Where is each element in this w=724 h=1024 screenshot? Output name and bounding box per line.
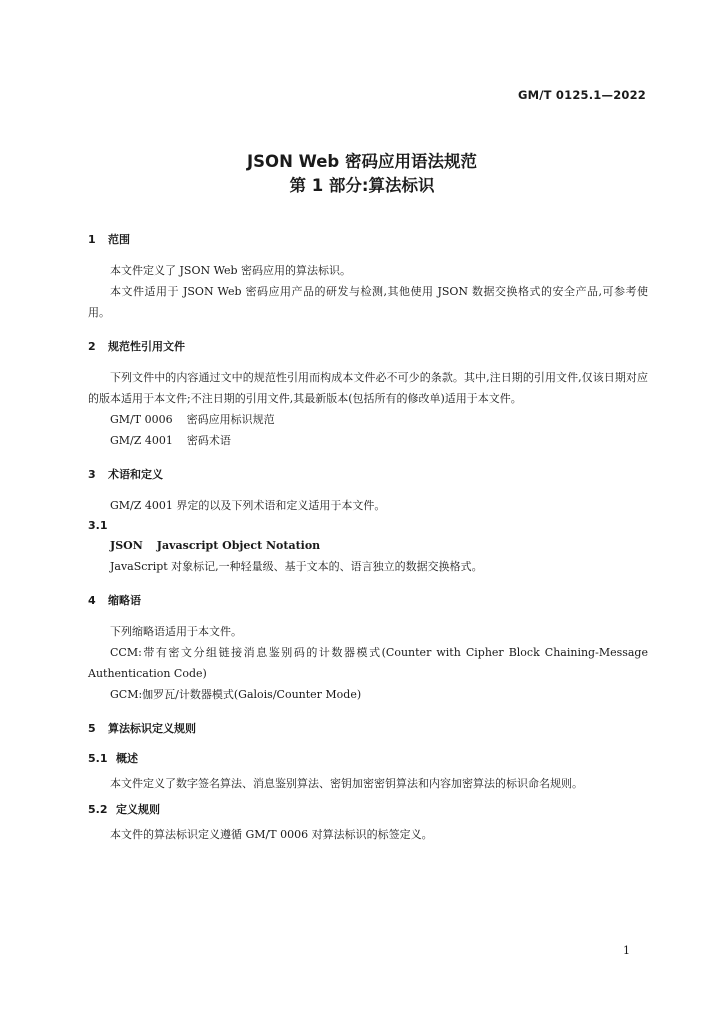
reference-name: 密码应用标识规范 [186, 413, 275, 426]
paragraph: 下列缩略语适用于本文件。 [110, 625, 242, 638]
subsection-number: 5.2 [88, 803, 108, 816]
subsection-title: 定义规则 [116, 803, 160, 816]
reference-name: 密码术语 [186, 434, 231, 447]
term-full: Javascript Object Notation [156, 539, 321, 552]
section-2-heading [88, 337, 648, 357]
document-body [88, 230, 648, 845]
section-number: 2 [88, 340, 96, 353]
paragraph: 本文件定义了 JSON Web 密码应用的算法标识。 [110, 264, 352, 277]
section-5-heading [88, 719, 648, 739]
term-definition: JavaScript 对象标记,一种轻量级、基于文本的、语言独立的数据交换格式。 [110, 560, 483, 573]
section-3-heading [88, 465, 648, 485]
abbreviation-ccm: CCM:带有密文分组链接消息鉴别码的计数器模式(Counter with Cipher Block Chaining-Message Authentication Code) [88, 646, 648, 680]
section-4-heading [88, 591, 648, 611]
standard-code: GM/T 0125.1—2022 [517, 88, 646, 102]
section-number: 1 [88, 233, 96, 246]
paragraph: 本文件定义了数字签名算法、消息鉴别算法、密钥加密密钥算法和内容加密算法的标识命名规则。 [110, 777, 583, 790]
section-5-1-heading [88, 749, 648, 769]
paragraph: GM/Z 4001 界定的以及下列术语和定义适用于本文件。 [110, 499, 386, 512]
document-title [0, 150, 724, 198]
section-1-heading [88, 230, 648, 250]
section-title: 规范性引用文件 [108, 340, 185, 353]
reference-code: GM/T 0006 [110, 413, 173, 426]
term-abbr: JSON [110, 539, 143, 552]
section-number: 5 [88, 722, 96, 735]
reference-item [88, 409, 648, 430]
paragraph: 下列文件中的内容通过文中的规范性引用而构成本文件必不可少的条款。其中,注日期的引用文件,仅该日期对应的版本适用于本文件;不注日期的引用文件,其最新版本(包括所有的修改单)适用于本文件。 [88, 371, 648, 405]
title-line-2: 第 1 部分:算法标识 [289, 176, 435, 195]
term-name [88, 535, 648, 556]
reference-code: GM/Z 4001 [110, 434, 173, 447]
reference-item [88, 430, 648, 451]
section-title: 算法标识定义规则 [108, 722, 196, 735]
subsection-title: 概述 [116, 752, 138, 765]
section-title: 术语和定义 [108, 468, 163, 481]
section-5-2-heading [88, 800, 648, 820]
section-number: 4 [88, 594, 96, 607]
section-number: 3 [88, 468, 96, 481]
subsection-number: 5.1 [88, 752, 108, 765]
paragraph: 本文件的算法标识定义遵循 GM/T 0006 对算法标识的标签定义。 [110, 828, 433, 841]
section-title: 范围 [108, 233, 130, 246]
section-title: 缩略语 [108, 594, 141, 607]
term-number: 3.1 [88, 519, 108, 532]
title-line-1: JSON Web 密码应用语法规范 [247, 152, 477, 171]
paragraph: 本文件适用于 JSON Web 密码应用产品的研发与检测,其他使用 JSON 数据交换格式的安全产品,可参考使用。 [88, 285, 648, 319]
page-number: 1 [623, 944, 630, 957]
abbreviation-gcm: GCM:伽罗瓦/计数器模式(Galois/Counter Mode) [110, 688, 362, 701]
